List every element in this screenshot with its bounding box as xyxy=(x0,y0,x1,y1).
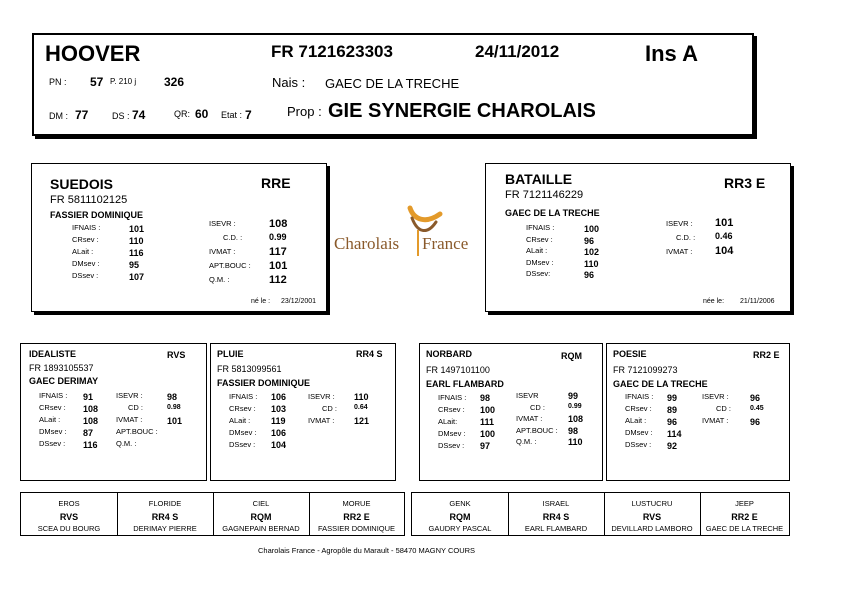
logo-word-france: France xyxy=(422,234,469,253)
gp-label: Q.M. : xyxy=(516,437,537,446)
great-grandparents-group-right xyxy=(411,492,790,536)
gp-label: ALait: xyxy=(438,417,458,426)
gp-value: 110 xyxy=(354,392,369,402)
gp-value: 98 xyxy=(480,393,491,403)
ggp-breeder: FASSIER DOMINIQUE xyxy=(317,524,396,533)
dm-label: DM : xyxy=(49,111,68,121)
gp-label: DMsev : xyxy=(438,429,466,438)
sire-value-ifnais: 101 xyxy=(129,224,145,234)
sire-label-isevr: ISEVR : xyxy=(209,219,236,228)
gp-label: DMsev : xyxy=(229,428,257,437)
gp-label: CD : xyxy=(530,402,545,412)
sire-label-crsev: CRsev : xyxy=(72,235,99,244)
gp-value: 92 xyxy=(667,441,678,451)
gp-value: 0.99 xyxy=(568,402,582,410)
gp-label: APT.BOUC : xyxy=(116,427,158,436)
ggp-cell-lustucru xyxy=(604,493,701,535)
gp-value: 89 xyxy=(667,405,678,415)
gp-right-labels xyxy=(308,392,337,428)
gp-right-values xyxy=(750,393,764,429)
sire-label-alait: ALait : xyxy=(72,247,94,256)
gp-breeder: EARL FLAMBARD xyxy=(426,379,504,389)
ggp-name: MORUE xyxy=(342,499,371,508)
gp-value: 101 xyxy=(167,416,183,426)
ggp-grade: RQM xyxy=(250,512,272,522)
gp-label: IFNAIS : xyxy=(229,392,258,401)
dam-label-dmsev: DMsev : xyxy=(526,257,554,267)
dam-card xyxy=(485,163,791,312)
gp-id: FR 7121099273 xyxy=(613,365,678,375)
ggp-grade: RVS xyxy=(642,512,662,522)
gp-value: 100 xyxy=(480,405,496,415)
gp-label: CD : xyxy=(716,404,731,413)
animal-header xyxy=(32,33,754,136)
sire-left-labels xyxy=(72,223,122,283)
gp-grade: RQM xyxy=(561,351,582,361)
gp-label: ALait : xyxy=(229,416,251,425)
gp-value: 100 xyxy=(480,429,496,439)
ggp-name: ISRAEL xyxy=(542,499,570,508)
gp-label: DMsev : xyxy=(39,427,67,436)
gp-label: Q.M. : xyxy=(116,439,137,448)
animal-name: HOOVER xyxy=(45,41,141,66)
gp-value: 110 xyxy=(568,437,583,447)
gp-label: DSsev : xyxy=(625,440,652,449)
ggp-grade: RR4 S xyxy=(542,512,570,522)
prop-value: GIE SYNERGIE CHAROLAIS xyxy=(328,100,596,122)
gp-value: 121 xyxy=(354,416,370,426)
gp-value: 99 xyxy=(667,393,678,403)
ggp-name: EROS xyxy=(58,499,80,508)
dam-value-ifnais: 100 xyxy=(584,224,600,234)
gp-right-labels xyxy=(116,391,158,451)
gp-label: ALait : xyxy=(625,416,647,425)
gp-value: 0.98 xyxy=(167,404,181,411)
gp-label: IVMAT : xyxy=(702,416,729,425)
ggp-name: FLORIDE xyxy=(148,499,182,508)
dam-value-cd: 0.46 xyxy=(715,231,733,241)
sire-value-dssev: 107 xyxy=(129,272,145,282)
footer-address: Charolais France - Agropôle du Marault - 58470 MAGNY COURS xyxy=(258,546,476,555)
dam-value-isevr: 101 xyxy=(715,217,734,229)
gp-label: IVMAT : xyxy=(516,414,543,423)
dam-breeder: GAEC DE LA TRECHE xyxy=(505,208,600,218)
sire-value-qm: 112 xyxy=(269,274,287,286)
grandparent-card-norbard xyxy=(419,343,603,481)
gp-right-values xyxy=(568,391,583,449)
logo-word-charolais: Charolais xyxy=(334,234,400,253)
etat-label: Etat : xyxy=(221,110,243,120)
grandparent-card-poesie xyxy=(606,343,790,481)
gp-value: 116 xyxy=(83,440,98,450)
etat-value: 7 xyxy=(245,108,252,122)
ggp-name: CIEL xyxy=(252,499,270,508)
gp-label: CRsev : xyxy=(625,404,652,413)
gp-label: IFNAIS : xyxy=(625,392,654,401)
sire-label-ivmat: IVMAT : xyxy=(209,247,236,256)
sire-grade: RRE xyxy=(261,175,291,191)
gp-breeder: GAEC DERIMAY xyxy=(29,376,99,386)
gp-label: ISEVR xyxy=(516,391,539,400)
animal-grade: Ins A xyxy=(645,41,698,66)
gp-label: ISEVR : xyxy=(116,391,143,400)
gp-label: DSsev : xyxy=(229,440,256,449)
sire-card xyxy=(31,163,327,312)
dam-left-values xyxy=(584,224,614,282)
dam-value-alait: 102 xyxy=(584,247,600,257)
sire-id: FR 5811102125 xyxy=(50,194,128,206)
pn-value: 57 xyxy=(90,75,104,89)
sire-label-dmsev: DMsev : xyxy=(72,259,100,268)
qr-label: QR: xyxy=(174,109,191,119)
gp-left-values xyxy=(83,392,98,452)
sire-born-date: 23/12/2001 xyxy=(281,298,317,305)
gp-label: ALait : xyxy=(39,415,61,424)
charolais-france-logo xyxy=(334,208,476,258)
p210-label: P. 210 j xyxy=(110,77,137,86)
gp-right-values xyxy=(167,392,182,428)
ggp-grade: RR2 E xyxy=(731,512,758,522)
p210-value: 326 xyxy=(164,75,185,89)
dm-value: 77 xyxy=(75,108,89,122)
dam-value-crsev: 96 xyxy=(584,235,595,246)
grandparent-card-pluie xyxy=(210,343,396,481)
dam-born-date: 21/11/2006 xyxy=(740,298,775,305)
gp-name: POESIE xyxy=(613,349,647,359)
gp-right-values xyxy=(354,392,369,428)
gp-value: 106 xyxy=(271,392,287,402)
grandparent-card-idealiste xyxy=(20,343,207,481)
gp-label: DSsev : xyxy=(39,439,66,448)
gp-label: APT.BOUC : xyxy=(516,425,558,435)
dam-label-crsev: CRsev : xyxy=(526,234,553,244)
sire-value-cd: 0.99 xyxy=(269,232,287,242)
gp-label: CRsev : xyxy=(438,405,465,414)
gp-name: NORBARD xyxy=(426,349,472,359)
gp-label: ISEVR : xyxy=(308,392,335,401)
logo-swirl-icon xyxy=(406,204,446,238)
ggp-grade: RVS xyxy=(59,512,79,522)
ggp-name: JEEP xyxy=(735,499,754,508)
dam-left-labels xyxy=(526,223,581,281)
gp-id: FR 1497101100 xyxy=(426,365,490,375)
ggp-grade: RQM xyxy=(449,512,471,522)
ggp-breeder: GAGNEPAIN BERNAD xyxy=(222,524,300,533)
ggp-breeder: DERIMAY PIERRE xyxy=(133,524,197,533)
gp-value: 108 xyxy=(568,414,584,424)
gp-label: IVMAT : xyxy=(308,416,335,425)
gp-value: 114 xyxy=(667,429,682,439)
gp-breeder: GAEC DE LA TRECHE xyxy=(613,379,708,389)
gp-label: CD : xyxy=(322,404,337,413)
ggp-name: GENK xyxy=(449,499,471,508)
animal-id: FR 7121623303 xyxy=(271,42,393,61)
pn-label: PN : xyxy=(49,77,67,87)
sire-value-dmsev: 95 xyxy=(129,260,140,270)
dam-label-cd: C.D. : xyxy=(676,233,696,242)
gp-left-values xyxy=(271,392,286,452)
gp-label: CRsev : xyxy=(229,404,256,413)
dam-name: BATAILLE xyxy=(505,171,573,187)
gp-left-values xyxy=(667,393,682,453)
sire-value-alait: 116 xyxy=(129,248,144,258)
gp-right-labels xyxy=(516,391,558,449)
gp-label: ISEVR : xyxy=(702,392,729,401)
ds-value: 74 xyxy=(132,108,146,122)
gp-value: 98 xyxy=(568,425,579,436)
ggp-cell-eros xyxy=(21,493,118,535)
dam-id: FR 7121146229 xyxy=(505,189,584,201)
sire-right-values xyxy=(269,218,309,288)
dam-label-alait: ALait : xyxy=(526,246,548,255)
gp-value: 96 xyxy=(667,417,678,427)
sire-label-dssev: DSsev : xyxy=(72,271,99,280)
gp-label: IFNAIS : xyxy=(39,391,68,400)
dam-label-ivmat: IVMAT : xyxy=(666,247,693,256)
gp-grade: RR2 E xyxy=(753,350,780,360)
dam-label-isevr: ISEVR : xyxy=(666,219,693,228)
gp-grade: RR4 S xyxy=(356,349,383,359)
dam-label-dssev: DSsev: xyxy=(526,269,551,278)
ggp-cell-israel xyxy=(508,493,605,535)
gp-value: 103 xyxy=(271,404,287,414)
nais-value: GAEC DE LA TRECHE xyxy=(325,76,460,91)
gp-id: FR 1893105537 xyxy=(29,363,94,373)
gp-label: CRsev : xyxy=(39,403,66,412)
ggp-cell-jeep xyxy=(700,493,789,535)
gp-value: 106 xyxy=(271,428,287,438)
nais-label: Nais : xyxy=(272,75,306,90)
sire-label-qm: Q.M. : xyxy=(209,275,230,284)
gp-grade: RVS xyxy=(167,350,186,360)
sire-name: SUEDOIS xyxy=(50,176,114,192)
sire-label-aptbouc: APT.BOUC : xyxy=(209,261,251,270)
gp-value: 111 xyxy=(480,417,495,427)
gp-left-labels xyxy=(229,392,257,452)
ggp-breeder: GAEC DE LA TRECHE xyxy=(705,524,784,533)
ggp-breeder: SCEA DU BOURG xyxy=(37,524,101,533)
ggp-cell-floride xyxy=(117,493,214,535)
gp-label: CD : xyxy=(128,403,143,412)
sire-value-isevr: 108 xyxy=(269,218,288,230)
sire-label-cd: C.D. : xyxy=(223,233,243,242)
gp-label: IFNAIS : xyxy=(438,393,467,402)
gp-value: 97 xyxy=(480,441,491,451)
sire-breeder: FASSIER DOMINIQUE xyxy=(50,210,144,220)
gp-left-labels xyxy=(625,392,653,452)
gp-value: 108 xyxy=(83,404,99,414)
gp-value: 96 xyxy=(750,417,761,427)
gp-left-labels xyxy=(438,393,466,453)
gp-value: 119 xyxy=(271,416,286,426)
dam-grade: RR3 E xyxy=(724,175,766,191)
ggp-cell-ciel xyxy=(213,493,310,535)
animal-date: 24/11/2012 xyxy=(475,42,560,61)
sire-label-ifnais: IFNAIS : xyxy=(72,223,101,232)
gp-value: 0.64 xyxy=(354,404,368,411)
logo-divider xyxy=(417,230,419,256)
ggp-cell-morue xyxy=(309,493,404,535)
gp-value: 99 xyxy=(568,391,579,401)
gp-value: 91 xyxy=(83,392,94,402)
ggp-breeder: DEVILLARD LAMBORO xyxy=(611,524,693,533)
gp-value: 96 xyxy=(750,393,761,403)
gp-name: IDEALISTE xyxy=(29,349,77,359)
gp-value: 104 xyxy=(271,440,287,450)
sire-born-label: né le : xyxy=(251,298,271,305)
dam-value-ivmat: 104 xyxy=(715,245,734,257)
sire-left-values xyxy=(129,224,159,284)
gp-name: PLUIE xyxy=(217,349,244,359)
gp-right-labels xyxy=(702,392,731,428)
dam-born-label: née le: xyxy=(703,298,725,305)
dam-value-dssev: 96 xyxy=(584,270,595,280)
gp-value: 98 xyxy=(167,392,178,402)
gp-value: 108 xyxy=(83,416,99,426)
ggp-grade: RR2 E xyxy=(343,512,370,522)
gp-id: FR 5813099561 xyxy=(217,364,282,374)
sire-value-crsev: 110 xyxy=(129,236,144,246)
gp-label: DSsev : xyxy=(438,441,465,450)
prop-label: Prop : xyxy=(287,104,322,119)
ggp-breeder: EARL FLAMBARD xyxy=(524,524,588,533)
gp-value: 87 xyxy=(83,428,94,438)
great-grandparents-group-left xyxy=(20,492,405,536)
ggp-grade: RR4 S xyxy=(151,512,179,522)
qr-value: 60 xyxy=(195,107,209,121)
gp-label: DMsev : xyxy=(625,428,653,437)
sire-value-ivmat: 117 xyxy=(269,246,287,258)
gp-breeder: FASSIER DOMINIQUE xyxy=(217,378,311,388)
gp-left-values xyxy=(480,393,495,453)
ggp-name: LUSTUCRU xyxy=(631,499,673,508)
ggp-breeder: GAUDRY PASCAL xyxy=(428,524,492,533)
gp-label: IVMAT : xyxy=(116,415,143,424)
gp-left-labels xyxy=(39,391,67,451)
dam-right-values xyxy=(715,217,755,259)
dam-label-ifnais: IFNAIS : xyxy=(526,223,555,232)
ggp-cell-genk xyxy=(412,493,509,535)
ds-label: DS : xyxy=(112,111,130,121)
sire-right-labels xyxy=(209,219,273,289)
gp-value: 0.45 xyxy=(750,405,764,412)
dam-value-dmsev: 110 xyxy=(584,258,599,269)
sire-value-aptbouc: 101 xyxy=(269,260,288,272)
